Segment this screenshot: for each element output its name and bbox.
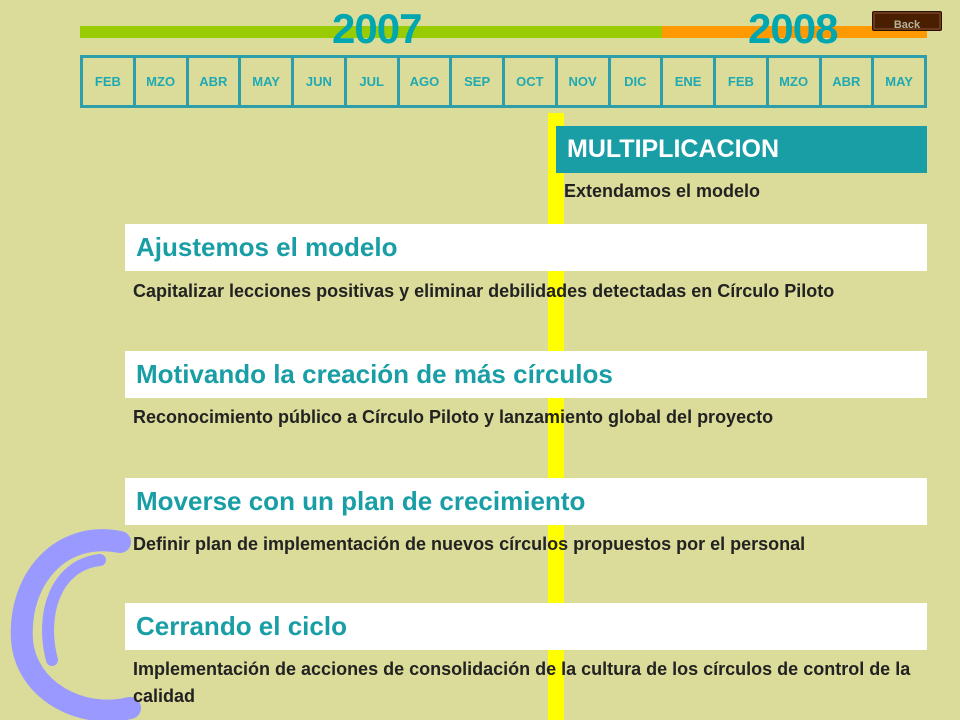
- month-cell: MAY: [241, 58, 291, 105]
- month-cell: ENE: [663, 58, 713, 105]
- year-2008-label: 2008: [748, 5, 838, 52]
- months-strip: [80, 55, 927, 108]
- month-cell: ABR: [822, 58, 872, 105]
- section-title: Ajustemos el modelo: [125, 224, 927, 271]
- month-cell: JUN: [294, 58, 344, 105]
- month-cell: MAY: [874, 58, 924, 105]
- section-description: Definir plan de implementación de nuevos círculos propuestos por el personal: [133, 534, 806, 554]
- section-description: Implementación de acciones de consolidación de la cultura de los círculos de control de la calidad: [133, 659, 911, 706]
- section-description: Capitalizar lecciones positivas y eliminar debilidades detectadas en Círculo Piloto: [133, 281, 835, 301]
- month-cell: NOV: [558, 58, 608, 105]
- section-description: Reconocimiento público a Círculo Piloto y lanzamiento global del proyecto: [133, 407, 774, 427]
- month-cell: MZO: [769, 58, 819, 105]
- phase-title: MULTIPLICACION: [556, 126, 927, 173]
- section-title: Moverse con un plan de crecimiento: [125, 478, 927, 525]
- month-cell: AGO: [400, 58, 450, 105]
- back-button[interactable]: Back: [872, 11, 942, 31]
- month-cell: SEP: [452, 58, 502, 105]
- month-cell: MZO: [136, 58, 186, 105]
- phase-subtitle: Extendamos el modelo: [564, 181, 761, 201]
- month-cell: ABR: [189, 58, 239, 105]
- month-cell: FEB: [716, 58, 766, 105]
- month-cell: DIC: [611, 58, 661, 105]
- month-cell: OCT: [505, 58, 555, 105]
- section-title: Motivando la creación de más círculos: [125, 351, 927, 398]
- month-cell: JUL: [347, 58, 397, 105]
- section-title: Cerrando el ciclo: [125, 603, 927, 650]
- month-cell: FEB: [83, 58, 133, 105]
- year-2007-label: 2007: [332, 5, 422, 52]
